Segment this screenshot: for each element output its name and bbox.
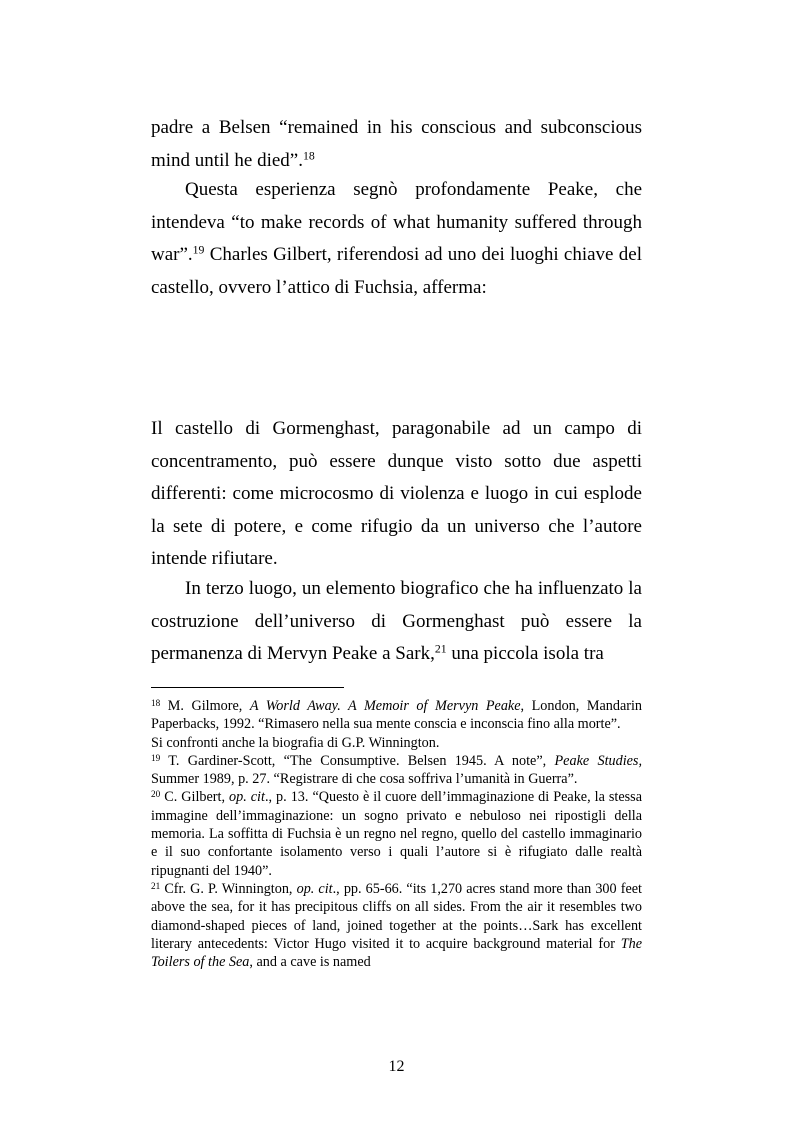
footnote-text: ., p. 13. “Questo è il cuore dell’immaginazione di Peake, la stessa immagine dell’immaginazione: un sogno privato e nebuloso nei ripostigli della memoria. La soffitta di Fuchsia è un regno nel regno, quello del castello immaginario e il suo confortante isolamento verso i quali l’autore si è rifugiato dalle realtà ripugnanti del 1940”. [151,789,643,879]
footnote-text: Si confronti anche la biografia di G.P. Winnington. [151,734,440,751]
footnote-separator [151,687,344,688]
footnote-number: 20 [151,789,161,800]
footnote-text: Cfr. G. P. Winnington, [160,880,297,897]
body-paragraph-2 [151,174,642,304]
body-paragraph-4 [151,573,642,671]
footnote-number: 18 [151,697,161,708]
footnote-20 [151,788,642,879]
footnote-ref-21[interactable]: 21 [434,642,447,656]
footnote-text: , London, Mandarin Paperbacks, 1992. “Rimasero nella sua mente conscia e inconscia fino alla morte”. [151,698,642,733]
footnote-ref-19[interactable]: 19 [192,243,205,257]
paragraph-text: Questa esperienza segnò profondamente Peake, che intendeva “to make records of what humanity suffered through war”. [151,179,642,265]
footnote-19 [151,752,642,789]
footnote-text: T. Gardiner-Scott, “The Consumptive. Belsen 1945. A note”, [160,752,555,769]
footnote-18-continuation [151,734,642,752]
paragraph-text: In terzo luogo, un elemento biografico che ha influenzato la costruzione dell’universo di Gormenghast può essere la permanenza di Mervyn Peake a Sark, [151,578,642,664]
page-number: 12 [388,1058,405,1075]
footnotes [151,697,642,971]
footnote-text: M. Gilmore, [160,698,250,714]
footnote-opcit: op. cit [229,789,265,806]
footnote-journal-title: Peake Studies, [554,752,643,769]
body-paragraph-1 [151,112,642,177]
paragraph-text: Il castello di Gormenghast, paragonabile ad un campo di concentramento, può essere dunque visto sotto due aspetti differenti: come microcosmo di violenza e luogo in cui esplode la sete di potere, e come rifugio da un universo che l’autore intende rifiutare. [151,418,642,569]
body-paragraph-3 [151,413,642,576]
paragraph-text: Charles Gilbert, riferendosi ad uno dei luoghi chiave del castello, ovvero l’attico di Fuchsia, afferma: [151,244,642,298]
footnote-ref-18[interactable]: 18 [302,149,315,163]
footnote-number: 19 [151,752,161,763]
footnote-opcit: op. cit [296,880,333,897]
paragraph-text: una piccola isola tra [446,643,604,664]
footnote-number: 21 [151,880,161,891]
paragraph-text: padre a Belsen “remained in his conscious and subconscious mind until he died”. [151,117,642,171]
footnote-text: ., pp. 65-66. “its 1,270 acres stand more than 300 feet above the sea, for it has precipitous cliffs on all sides. From the air it resembles two diamond-shaped pieces of land, joined together at the points…Sark has excellent literary antecedents: Victor Hugo visited it to acquire background material for [151,880,642,952]
footnote-book-title: The Toilers of the Sea [151,935,642,971]
footnote-21 [151,880,642,971]
footnote-text: , and a cave is named [249,954,371,971]
footnote-text: C. Gilbert, [160,789,230,806]
footnote-18 [151,697,642,734]
footnote-book-title: A World Away. A Memoir of Mervyn Peake [249,698,521,714]
footnote-text: Summer 1989, p. 27. “Registrare di che cosa soffriva l’umanità in Guerra”. [151,771,578,788]
